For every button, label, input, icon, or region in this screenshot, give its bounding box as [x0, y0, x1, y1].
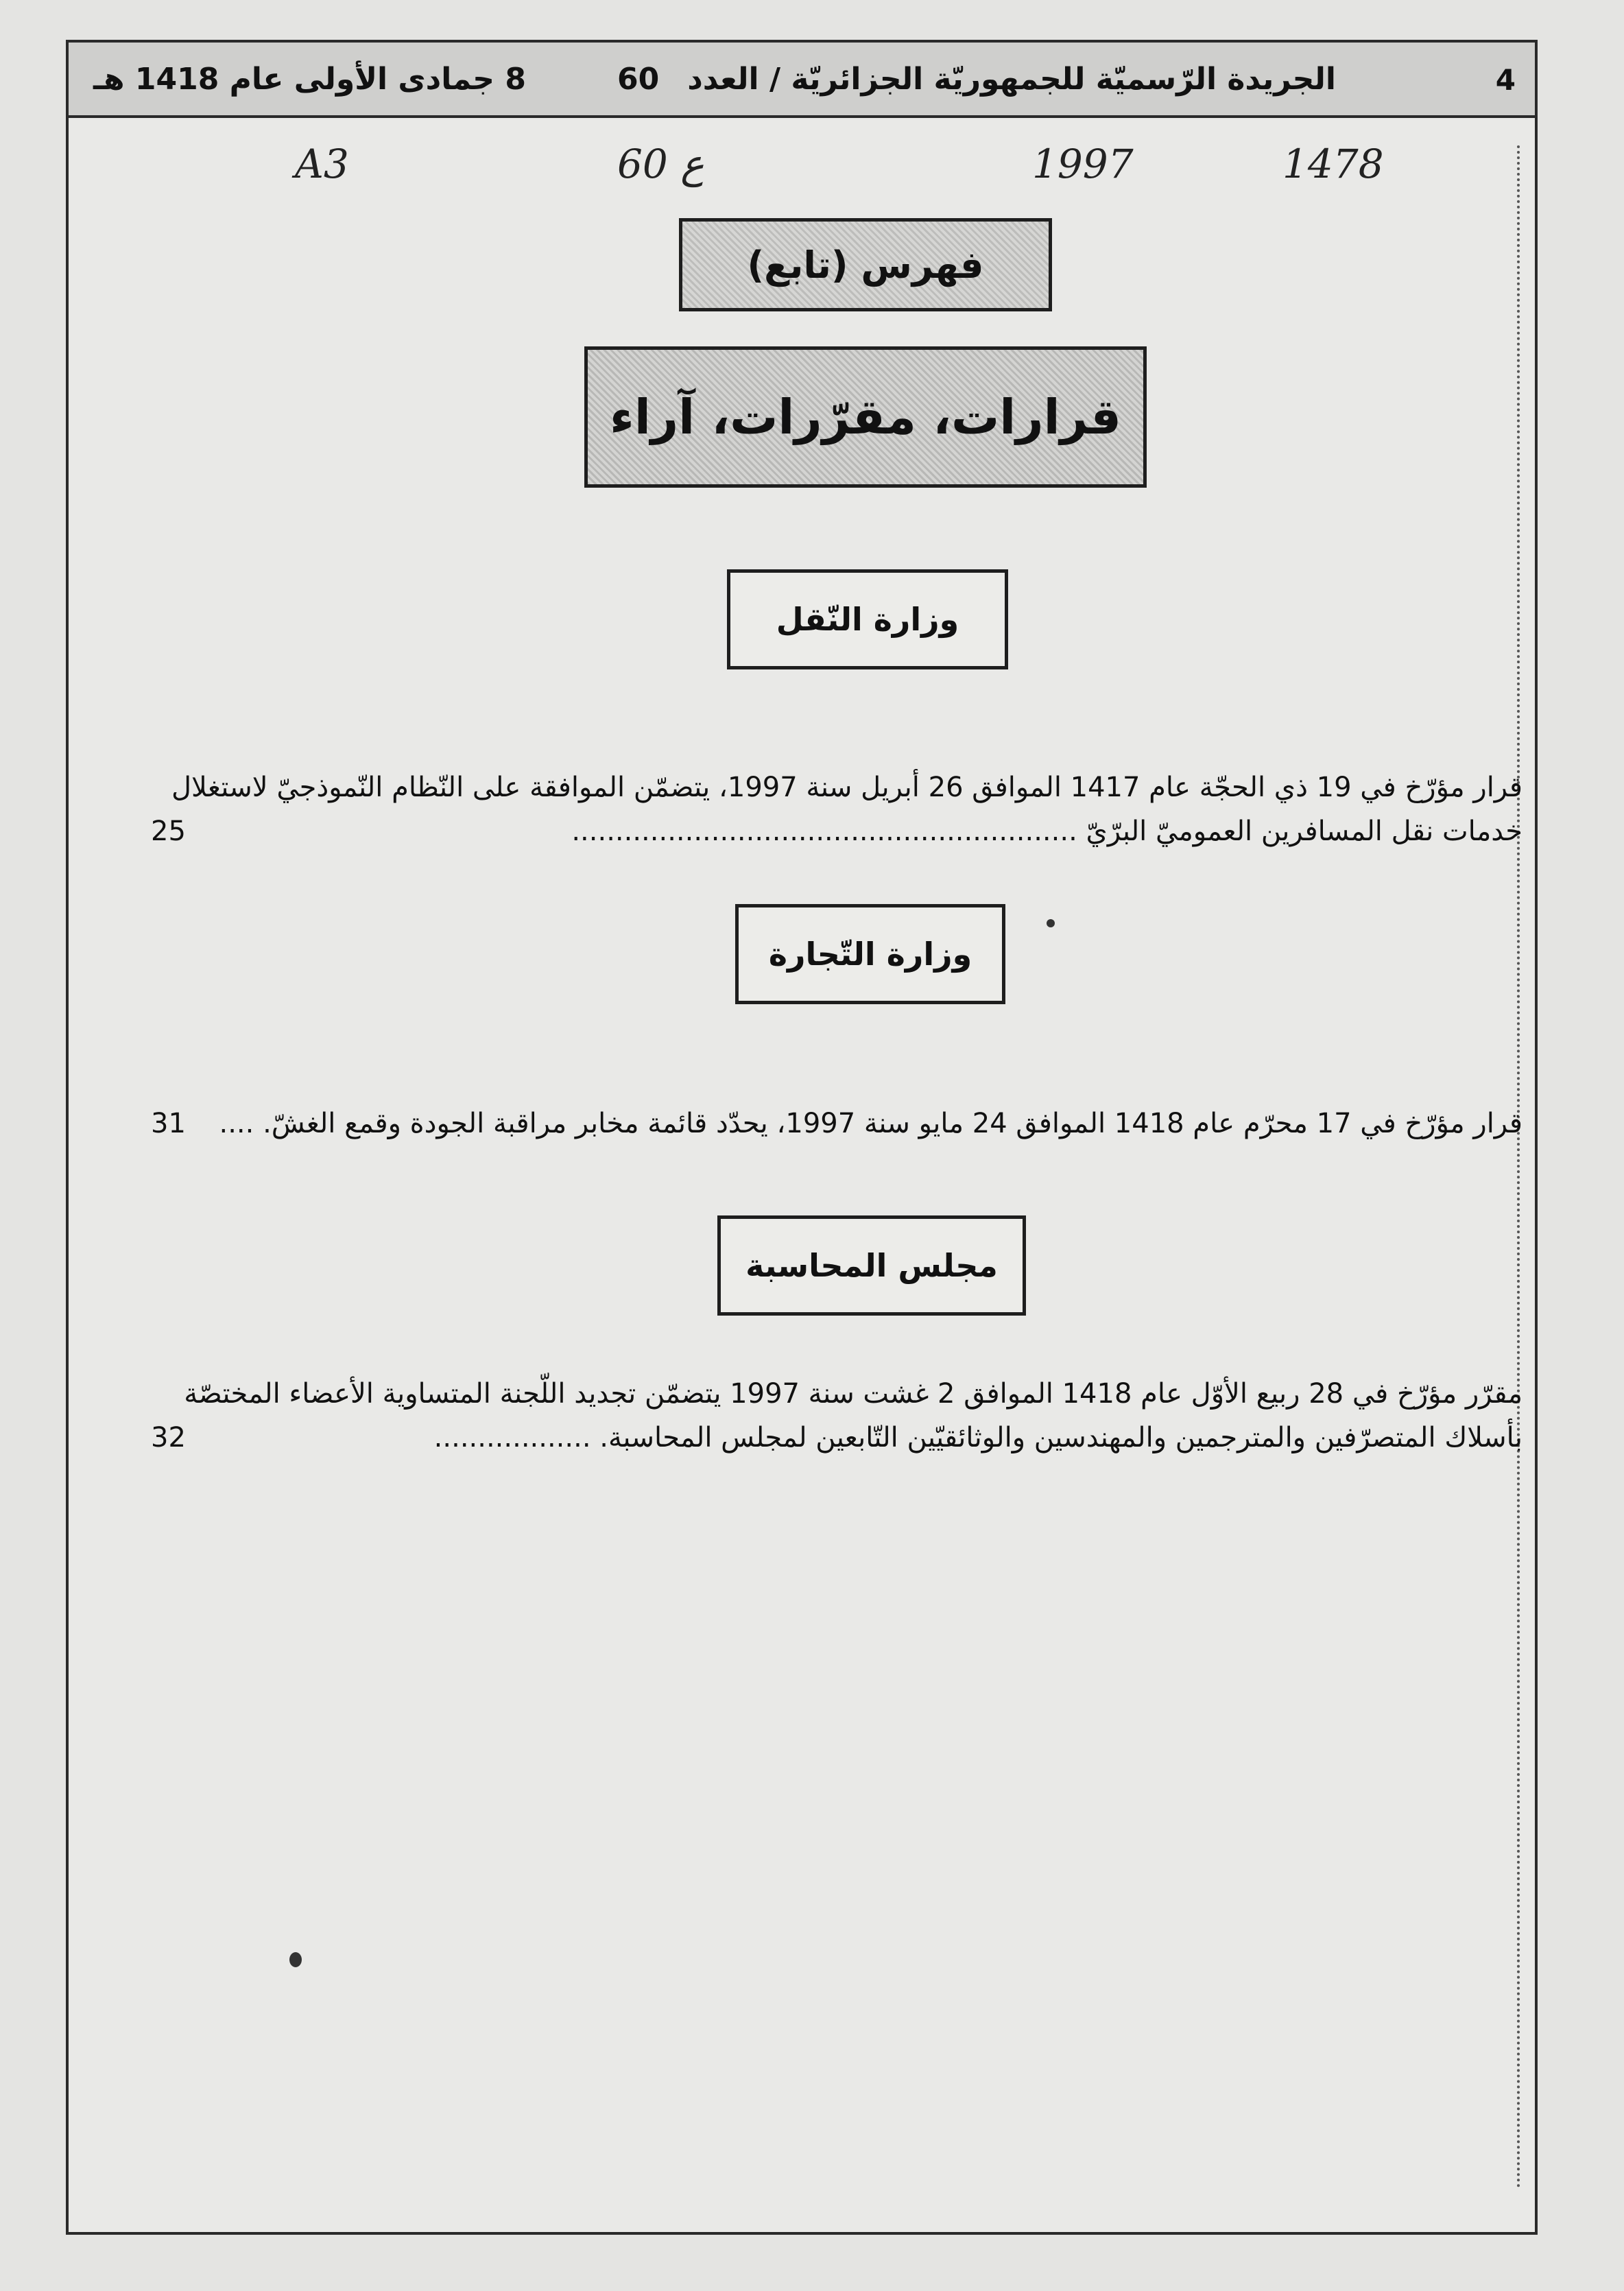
entry-text: قرار مؤرّخ في 17 محرّم عام 1418 الموافق 24 مايو سنة 1997، يحدّد قائمة مخابر مراقبة الجودة وقمع الغشّ.: [263, 1108, 1522, 1139]
page-number: 4: [1495, 63, 1516, 97]
issue-number: 60: [617, 62, 660, 97]
gazette-header: [69, 43, 1535, 118]
handwritten-a3: A3: [295, 141, 349, 187]
handwritten-year: 1997: [1032, 141, 1134, 187]
court-of-accounts-title: مجلس المحاسبة: [745, 1247, 998, 1284]
ministry-transport-title: وزارة النّقل: [776, 601, 959, 638]
page-ref: 31: [151, 1108, 186, 1139]
entry-text: قرار مؤرّخ في 19 ذي الحجّة عام 1417 الموافق 26 أبريل سنة 1997، يتضمّن الموافقة على النّظام النّموذجيّ لاستغلال: [171, 772, 1522, 803]
page-ref: 25: [151, 816, 186, 847]
hijri-date: 8 جمادى الأولى عام 1418 هـ: [93, 62, 526, 97]
entry-text: مقرّر مؤرّخ في 28 ربيع الأوّل عام 1418 الموافق 2 غشت سنة 1997 يتضمّن تجديد اللّجنة المتساوية الأعضاء المختصّة: [184, 1378, 1522, 1410]
ministry-transport-box: [727, 569, 1008, 669]
toc-entry-accounts: [151, 1372, 1522, 1460]
leader-dots: ..........................................................: [571, 816, 1077, 847]
toc-entry-commerce: [151, 1102, 1522, 1146]
decisions-section-box: [584, 346, 1147, 488]
toc-entry-transport: [151, 765, 1522, 853]
handwritten-number: 1478: [1282, 141, 1384, 187]
index-continued-box: [679, 218, 1052, 311]
leader-dots: ....: [219, 1108, 254, 1139]
section-title: قرارات، مقرّرات، آراء: [610, 389, 1121, 445]
court-of-accounts-box: [717, 1215, 1026, 1316]
entry-text: خدمات نقل المسافرين العموميّ البرّيّ: [1086, 816, 1522, 847]
handwritten-issue-note: 60 ع: [617, 141, 704, 187]
ministry-commerce-title: وزارة التّجارة: [768, 936, 972, 973]
dotted-border: [1517, 145, 1520, 2189]
ink-speck: [289, 1952, 302, 1967]
gazette-title: الجريدة الرّسميّة للجمهوريّة الجزائريّة / العدد: [687, 62, 1336, 97]
leader-dots: ..................: [433, 1422, 591, 1453]
ministry-commerce-box: [735, 904, 1005, 1004]
entry-text: بأسلاك المتصرّفين والمترجمين والمهندسين والوثائقيّين التّابعين لمجلس المحاسبة.: [599, 1422, 1522, 1453]
ink-speck: [1047, 919, 1055, 927]
index-title: فهرس (تابع): [747, 243, 984, 287]
page-ref: 32: [151, 1422, 186, 1453]
